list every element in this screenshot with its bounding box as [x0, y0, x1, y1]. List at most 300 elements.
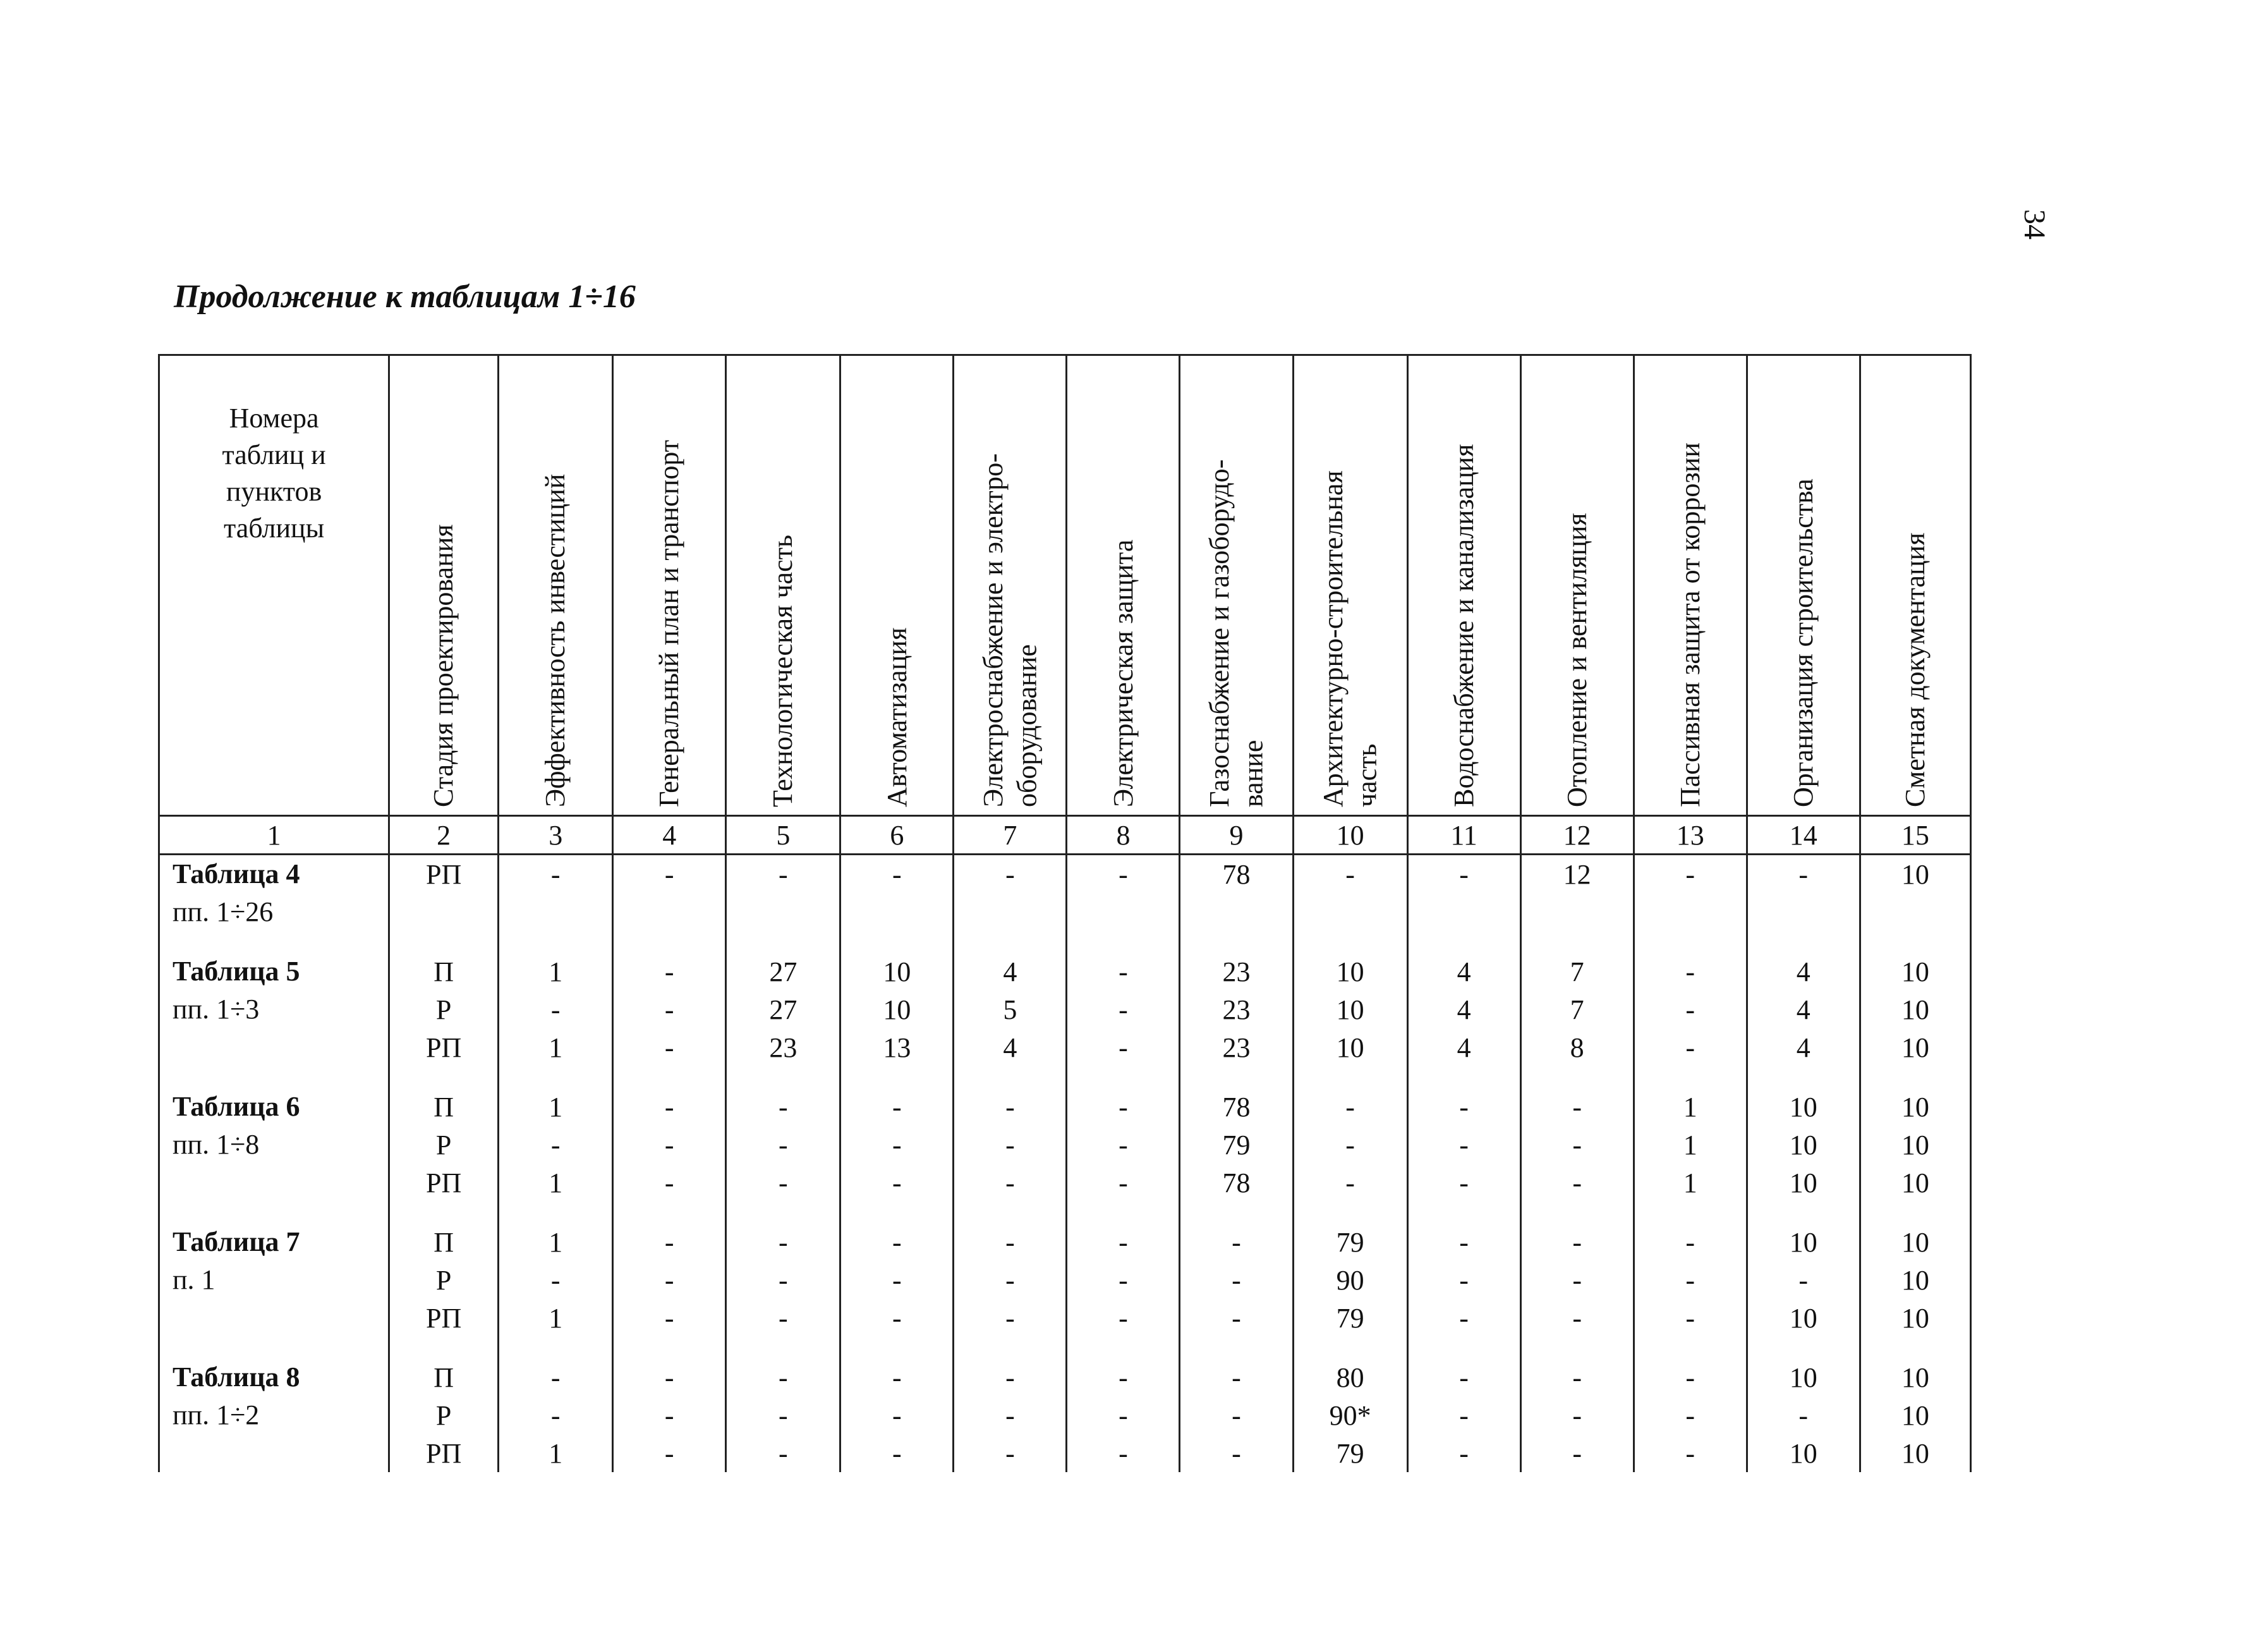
- table-cell: 10: [1860, 1088, 1970, 1126]
- spacer-cell: [499, 1066, 613, 1088]
- spacer-cell: [1860, 931, 1970, 953]
- column-number: 6: [840, 816, 954, 855]
- table-row: [159, 1088, 1971, 1126]
- table-cell: Р: [389, 990, 499, 1028]
- table-cell: -: [1067, 953, 1180, 990]
- spacer-cell: [1747, 1202, 1860, 1223]
- table-cell: -: [1407, 855, 1520, 894]
- table-cell: -: [613, 1261, 726, 1299]
- table-cell: -: [499, 1358, 613, 1396]
- table-cell: 4: [1407, 953, 1520, 990]
- table-cell: 10: [1860, 1223, 1970, 1261]
- table-cell: -: [1407, 1261, 1520, 1299]
- table-cell: [499, 893, 613, 931]
- table-cell: -: [1067, 1164, 1180, 1202]
- table-cell: 8: [1520, 1028, 1634, 1066]
- table-cell: -: [1520, 1088, 1634, 1126]
- column-number: 10: [1293, 816, 1407, 855]
- table-cell: -: [840, 1126, 954, 1164]
- column-number-row: [159, 816, 1971, 855]
- table-cell: -: [726, 1396, 840, 1434]
- table-cell: -: [1634, 1261, 1747, 1299]
- spacer-cell: [389, 931, 499, 953]
- table-cell: -: [1067, 1261, 1180, 1299]
- column-header-4: [613, 355, 726, 816]
- table-cell: -: [954, 1223, 1067, 1261]
- table-cell: 4: [1747, 1028, 1860, 1066]
- table-cell: -: [1634, 1434, 1747, 1472]
- column-header-label: Сметная документация: [1900, 532, 1931, 807]
- table-cell: 10: [1860, 1028, 1970, 1066]
- spacer-cell: [1860, 1202, 1970, 1223]
- spacer-cell: [389, 1337, 499, 1358]
- row-label: [159, 1223, 389, 1261]
- spacer-cell: [1747, 931, 1860, 953]
- table-cell: -: [1634, 990, 1747, 1028]
- spacer-cell: [1634, 931, 1747, 953]
- row-label: [159, 1028, 389, 1066]
- table-cell: 10: [1747, 1126, 1860, 1164]
- table-cell: -: [1067, 1358, 1180, 1396]
- column-number: 1: [159, 816, 389, 855]
- table-cell: 4: [1747, 990, 1860, 1028]
- table-cell: -: [1180, 1358, 1293, 1396]
- spacer-cell: [1634, 1337, 1747, 1358]
- spacer-cell: [613, 1337, 726, 1358]
- row-label: [159, 953, 389, 990]
- group-subtitle: пп. 1÷8: [173, 1129, 260, 1160]
- column-header-label: Отопление и вентиляция: [1561, 513, 1592, 807]
- table-cell: 10: [1747, 1088, 1860, 1126]
- group-subtitle: пп. 1÷2: [173, 1399, 260, 1430]
- table-cell: [954, 893, 1067, 931]
- row-label: [159, 990, 389, 1028]
- column-header-label: Генеральный план и транспорт: [653, 440, 685, 807]
- table-cell: 90: [1293, 1261, 1407, 1299]
- column-header-label: Организация строительства: [1787, 478, 1819, 807]
- column-header-label: Эффективность инвестиций: [540, 473, 571, 807]
- spacer-cell: [1634, 1202, 1747, 1223]
- spacer-cell: [1180, 1202, 1293, 1223]
- table-cell: -: [499, 1396, 613, 1434]
- column-number: 12: [1520, 816, 1634, 855]
- table-cell: 10: [1747, 1299, 1860, 1337]
- table-cell: -: [499, 855, 613, 894]
- table-cell: 10: [1860, 855, 1970, 894]
- spacer-cell: [1407, 1066, 1520, 1088]
- page-number: 34: [2018, 209, 2052, 240]
- table-cell: -: [840, 1299, 954, 1337]
- table-cell: -: [1747, 1261, 1860, 1299]
- table-cell: -: [726, 1299, 840, 1337]
- table-cell: 27: [726, 953, 840, 990]
- column-header-label: Электроснабжение и электро- оборудование: [977, 453, 1043, 807]
- table-cell: -: [1293, 855, 1407, 894]
- column-header-label: Водоснабжение и канализация: [1448, 444, 1479, 807]
- spacer-cell: [1293, 1066, 1407, 1088]
- group-subtitle: пп. 1÷3: [173, 994, 260, 1025]
- table-cell: 78: [1180, 1164, 1293, 1202]
- table-cell: -: [613, 1434, 726, 1472]
- table-cell: 23: [726, 1028, 840, 1066]
- table-cell: -: [1407, 1164, 1520, 1202]
- group-spacer: [159, 1202, 1971, 1223]
- spacer-cell: [1520, 1337, 1634, 1358]
- table-cell: П: [389, 953, 499, 990]
- table-cell: 4: [954, 953, 1067, 990]
- spacer-cell: [840, 931, 954, 953]
- column-header-13: [1634, 355, 1747, 816]
- table-row: [159, 893, 1971, 931]
- table-row: [159, 1261, 1971, 1299]
- group-title: Таблица 4: [173, 858, 300, 889]
- design-stage-table: [158, 354, 1972, 1472]
- column-number: 11: [1407, 816, 1520, 855]
- column-header-2: [389, 355, 499, 816]
- spacer-cell: [1067, 1066, 1180, 1088]
- table-cell: 1: [499, 1028, 613, 1066]
- row-label: [159, 1088, 389, 1126]
- table-cell: -: [726, 1223, 840, 1261]
- table-cell: -: [613, 1164, 726, 1202]
- spacer-cell: [1407, 931, 1520, 953]
- spacer-cell: [159, 1066, 389, 1088]
- table-cell: -: [1520, 1358, 1634, 1396]
- table-cell: [613, 893, 726, 931]
- row-label: [159, 1261, 389, 1299]
- table-cell: -: [1520, 1396, 1634, 1434]
- spacer-cell: [954, 1337, 1067, 1358]
- spacer-cell: [1293, 931, 1407, 953]
- spacer-cell: [1180, 1337, 1293, 1358]
- group-title: Таблица 6: [173, 1091, 300, 1122]
- spacer-cell: [1747, 1066, 1860, 1088]
- group-spacer: [159, 931, 1971, 953]
- table-cell: -: [726, 1261, 840, 1299]
- table-cell: -: [1634, 1396, 1747, 1434]
- table-cell: Р: [389, 1126, 499, 1164]
- spacer-cell: [1634, 1066, 1747, 1088]
- table-row: [159, 1434, 1971, 1472]
- column-header-label: Пассивная защита от коррозии: [1674, 442, 1706, 807]
- table-cell: [840, 893, 954, 931]
- table-cell: 13: [840, 1028, 954, 1066]
- table-cell: 80: [1293, 1358, 1407, 1396]
- column-number: 8: [1067, 816, 1180, 855]
- table-cell: -: [1520, 1434, 1634, 1472]
- table-cell: -: [954, 1434, 1067, 1472]
- table-body: [159, 855, 1971, 1473]
- table-cell: -: [1293, 1088, 1407, 1126]
- table-cell: 4: [1407, 990, 1520, 1028]
- spacer-cell: [1293, 1337, 1407, 1358]
- table-cell: Р: [389, 1396, 499, 1434]
- spacer-cell: [1407, 1202, 1520, 1223]
- column-number: 7: [954, 816, 1067, 855]
- spacer-cell: [389, 1066, 499, 1088]
- table-cell: -: [1407, 1434, 1520, 1472]
- column-header-6: [840, 355, 954, 816]
- table-cell: -: [613, 1299, 726, 1337]
- table-cell: -: [1520, 1164, 1634, 1202]
- table-cell: -: [726, 1434, 840, 1472]
- table-cell: 10: [840, 953, 954, 990]
- table-cell: 7: [1520, 990, 1634, 1028]
- table-cell: 10: [1860, 1261, 1970, 1299]
- table-cell: -: [613, 953, 726, 990]
- table-row: [159, 1164, 1971, 1202]
- table-cell: -: [840, 1434, 954, 1472]
- spacer-cell: [954, 1066, 1067, 1088]
- table-cell: -: [613, 1358, 726, 1396]
- spacer-cell: [1860, 1066, 1970, 1088]
- spacer-cell: [499, 931, 613, 953]
- table-cell: -: [1520, 1299, 1634, 1337]
- spacer-cell: [1860, 1337, 1970, 1358]
- spacer-cell: [1067, 1337, 1180, 1358]
- spacer-cell: [159, 1202, 389, 1223]
- table-cell: 1: [1634, 1164, 1747, 1202]
- table-cell: 10: [1860, 990, 1970, 1028]
- spacer-cell: [1180, 931, 1293, 953]
- group-subtitle: пп. 1÷26: [173, 896, 274, 927]
- spacer-cell: [613, 931, 726, 953]
- column-number: 9: [1180, 816, 1293, 855]
- table-cell: 12: [1520, 855, 1634, 894]
- table-cell: 10: [1860, 1299, 1970, 1337]
- table-cell: 1: [499, 1299, 613, 1337]
- table-cell: -: [499, 1126, 613, 1164]
- table-cell: -: [726, 1126, 840, 1164]
- column-header-label: Архитектурно-строительная часть: [1317, 470, 1383, 807]
- row-label: [159, 1164, 389, 1202]
- table-cell: -: [954, 1126, 1067, 1164]
- row-label: [159, 1299, 389, 1337]
- table-cell: -: [1067, 1223, 1180, 1261]
- spacer-cell: [613, 1202, 726, 1223]
- group-subtitle: п. 1: [173, 1264, 215, 1295]
- table-cell: -: [1407, 1299, 1520, 1337]
- table-cell: [1067, 893, 1180, 931]
- table-cell: -: [613, 1396, 726, 1434]
- table-cell: -: [499, 1261, 613, 1299]
- table-cell: 10: [1860, 1126, 1970, 1164]
- table-cell: -: [954, 1088, 1067, 1126]
- table-cell: -: [1067, 1434, 1180, 1472]
- table-cell: 10: [1747, 1164, 1860, 1202]
- table-cell: -: [1520, 1223, 1634, 1261]
- table-cell: Р: [389, 1261, 499, 1299]
- table-cell: 7: [1520, 953, 1634, 990]
- table-cell: 23: [1180, 1028, 1293, 1066]
- column-header-7: [954, 355, 1067, 816]
- table-cell: 10: [1747, 1223, 1860, 1261]
- table-cell: -: [1067, 990, 1180, 1028]
- row-label: [159, 1396, 389, 1434]
- table-cell: 23: [1180, 990, 1293, 1028]
- table-cell: -: [1634, 953, 1747, 990]
- table-cell: -: [613, 1088, 726, 1126]
- table-cell: -: [1067, 1299, 1180, 1337]
- column-header-8: [1067, 355, 1180, 816]
- table-cell: 1: [1634, 1126, 1747, 1164]
- table-cell: -: [1067, 1028, 1180, 1066]
- table-cell: -: [1067, 855, 1180, 894]
- table-cell: [726, 893, 840, 931]
- table-cell: [1293, 893, 1407, 931]
- table-cell: -: [1520, 1126, 1634, 1164]
- column-header-label: Газоснабжение и газоборудо- вание: [1203, 459, 1269, 807]
- spacer-cell: [726, 931, 840, 953]
- table-cell: -: [1180, 1434, 1293, 1472]
- table-cell: -: [840, 1223, 954, 1261]
- table-cell: П: [389, 1358, 499, 1396]
- column-header-11: [1407, 355, 1520, 816]
- table-cell: [389, 893, 499, 931]
- table-cell: 10: [1860, 953, 1970, 990]
- table-cell: -: [1407, 1358, 1520, 1396]
- table-cell: 4: [954, 1028, 1067, 1066]
- table-row: [159, 1028, 1971, 1066]
- table-cell: -: [840, 1358, 954, 1396]
- column-number: 13: [1634, 816, 1747, 855]
- spacer-cell: [726, 1337, 840, 1358]
- table-cell: 1: [1634, 1088, 1747, 1126]
- table-cell: [1520, 893, 1634, 931]
- table-cell: -: [1293, 1126, 1407, 1164]
- column-header-9: [1180, 355, 1293, 816]
- table-cell: -: [1293, 1164, 1407, 1202]
- group-title: Таблица 7: [173, 1226, 300, 1257]
- table-cell: -: [1067, 1396, 1180, 1434]
- spacer-cell: [1067, 931, 1180, 953]
- table-cell: 79: [1293, 1299, 1407, 1337]
- spacer-cell: [613, 1066, 726, 1088]
- table-cell: [1747, 893, 1860, 931]
- spacer-cell: [726, 1066, 840, 1088]
- table-cell: -: [840, 1088, 954, 1126]
- table-row: [159, 953, 1971, 990]
- table-cell: П: [389, 1088, 499, 1126]
- table-cell: 27: [726, 990, 840, 1028]
- header-row-label-cell: [159, 355, 389, 816]
- table-cell: -: [726, 855, 840, 894]
- spacer-cell: [840, 1337, 954, 1358]
- table-cell: -: [613, 1028, 726, 1066]
- column-number: 5: [726, 816, 840, 855]
- table-cell: -: [954, 1396, 1067, 1434]
- table-cell: -: [840, 855, 954, 894]
- table-cell: -: [954, 855, 1067, 894]
- spacer-cell: [726, 1202, 840, 1223]
- table-row: [159, 1299, 1971, 1337]
- spacer-cell: [389, 1202, 499, 1223]
- header-row: [159, 355, 1971, 816]
- table-cell: [1634, 893, 1747, 931]
- column-number: 2: [389, 816, 499, 855]
- table-cell: -: [613, 1223, 726, 1261]
- table-cell: -: [726, 1164, 840, 1202]
- table-cell: 4: [1407, 1028, 1520, 1066]
- table-cell: -: [1634, 1223, 1747, 1261]
- spacer-cell: [1747, 1337, 1860, 1358]
- table-cell: 10: [1293, 1028, 1407, 1066]
- table-row: [159, 1396, 1971, 1434]
- table-cell: -: [840, 1261, 954, 1299]
- table-cell: РП: [389, 1028, 499, 1066]
- table-cell: РП: [389, 1299, 499, 1337]
- table-row: [159, 1358, 1971, 1396]
- column-number: 3: [499, 816, 613, 855]
- table-cell: 4: [1747, 953, 1860, 990]
- table-cell: -: [1067, 1126, 1180, 1164]
- column-header-5: [726, 355, 840, 816]
- table-cell: 10: [840, 990, 954, 1028]
- spacer-cell: [159, 1337, 389, 1358]
- spacer-cell: [1407, 1337, 1520, 1358]
- column-header-label: Электрическая защита: [1107, 539, 1139, 807]
- column-header-12: [1520, 355, 1634, 816]
- table-cell: 5: [954, 990, 1067, 1028]
- table-cell: 79: [1293, 1223, 1407, 1261]
- table-cell: -: [1180, 1396, 1293, 1434]
- table-cell: РП: [389, 1434, 499, 1472]
- table-cell: 10: [1860, 1396, 1970, 1434]
- group-spacer: [159, 1066, 1971, 1088]
- table-cell: -: [1180, 1299, 1293, 1337]
- table-cell: 10: [1747, 1434, 1860, 1472]
- spacer-cell: [1520, 1202, 1634, 1223]
- table-cell: -: [840, 1396, 954, 1434]
- spacer-cell: [1520, 931, 1634, 953]
- table-cell: -: [1634, 1299, 1747, 1337]
- table-cell: 10: [1293, 953, 1407, 990]
- column-header-15: [1860, 355, 1970, 816]
- table-cell: 79: [1180, 1126, 1293, 1164]
- table-cell: -: [1520, 1261, 1634, 1299]
- row-label: [159, 1358, 389, 1396]
- table-cell: -: [1407, 1088, 1520, 1126]
- table-cell: 1: [499, 1223, 613, 1261]
- table-cell: -: [1180, 1261, 1293, 1299]
- table-cell: -: [1180, 1223, 1293, 1261]
- group-title: Таблица 5: [173, 956, 300, 987]
- column-header-label: Технологическая часть: [767, 535, 799, 807]
- column-header-14: [1747, 355, 1860, 816]
- table-cell: 78: [1180, 1088, 1293, 1126]
- table-cell: [1407, 893, 1520, 931]
- table-cell: -: [954, 1164, 1067, 1202]
- table-row: [159, 1126, 1971, 1164]
- row-label: [159, 855, 389, 894]
- column-header-3: [499, 355, 613, 816]
- table-cell: -: [1634, 855, 1747, 894]
- group-spacer: [159, 1337, 1971, 1358]
- table-cell: -: [726, 1088, 840, 1126]
- table-cell: -: [954, 1358, 1067, 1396]
- table-cell: -: [726, 1358, 840, 1396]
- column-number: 4: [613, 816, 726, 855]
- table-cell: -: [1747, 855, 1860, 894]
- table-cell: -: [1407, 1223, 1520, 1261]
- table-cell: -: [499, 990, 613, 1028]
- spacer-cell: [499, 1202, 613, 1223]
- table-cell: -: [954, 1299, 1067, 1337]
- spacer-cell: [954, 1202, 1067, 1223]
- row-label: [159, 893, 389, 931]
- table-row: [159, 855, 1971, 894]
- table-cell: -: [954, 1261, 1067, 1299]
